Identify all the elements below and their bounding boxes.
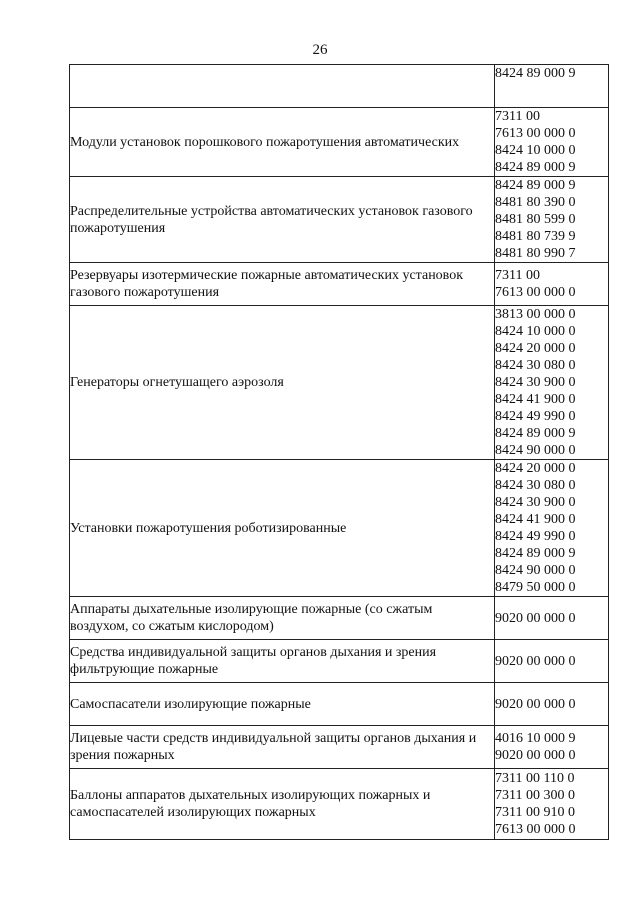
- table-row: [70, 769, 609, 840]
- hs-code: 7613 00 000 0: [495, 285, 576, 300]
- table-row: [70, 597, 609, 640]
- product-name-cell: Самоспасатели изолирующие пожарные: [70, 683, 495, 726]
- hs-code: 8424 89 000 9: [495, 426, 576, 441]
- hs-code: 8424 89 000 9: [495, 160, 576, 175]
- product-name-cell: [70, 65, 495, 108]
- table-body: [70, 65, 609, 840]
- product-name-cell: Модули установок порошкового пожаротушения автоматических: [70, 108, 495, 177]
- table-row: [70, 726, 609, 769]
- hs-code: 8479 50 000 0: [495, 580, 576, 595]
- table-row: [70, 65, 609, 108]
- hs-code: 8424 10 000 0: [495, 143, 576, 158]
- hs-code: 8424 90 000 0: [495, 443, 576, 458]
- hs-codes-cell: [495, 306, 609, 460]
- product-codes-table: [69, 64, 609, 840]
- hs-code: 8424 20 000 0: [495, 461, 576, 476]
- table-row: [70, 306, 609, 460]
- product-name-cell: Резервуары изотермические пожарные автоматических установок газового пожаротушения: [70, 263, 495, 306]
- hs-code: 8481 80 599 0: [495, 212, 576, 227]
- hs-code: 8481 80 390 0: [495, 195, 576, 210]
- hs-code: 8424 20 000 0: [495, 341, 576, 356]
- hs-code: 8481 80 990 7: [495, 246, 576, 261]
- hs-code: 8424 90 000 0: [495, 563, 576, 578]
- hs-code: 8424 30 080 0: [495, 478, 576, 493]
- hs-codes-cell: [495, 640, 609, 683]
- hs-code: 8424 89 000 9: [495, 178, 576, 193]
- hs-codes-cell: [495, 769, 609, 840]
- page-number: 26: [312, 42, 328, 58]
- hs-codes-cell: [495, 597, 609, 640]
- hs-code: 8424 30 900 0: [495, 375, 576, 390]
- product-name-cell: Распределительные устройства автоматических установок газового пожаротушения: [70, 177, 495, 263]
- hs-code: 8424 89 000 9: [495, 546, 576, 561]
- table-row: [70, 460, 609, 597]
- table-row: [70, 263, 609, 306]
- hs-code: 7311 00: [495, 109, 540, 124]
- product-name-cell: Генераторы огнетушащего аэрозоля: [70, 306, 495, 460]
- hs-code: 8424 30 080 0: [495, 358, 576, 373]
- table-row: [70, 108, 609, 177]
- hs-code: 7311 00 910 0: [495, 805, 575, 820]
- hs-code: 7311 00: [495, 268, 540, 283]
- hs-code: 8424 41 900 0: [495, 512, 576, 527]
- hs-codes-cell: [495, 263, 609, 306]
- product-name-cell: Установки пожаротушения роботизированные: [70, 460, 495, 597]
- hs-code: 8424 10 000 0: [495, 324, 576, 339]
- hs-code: 8424 30 900 0: [495, 495, 576, 510]
- hs-code: 3813 00 000 0: [495, 307, 576, 322]
- table-row: [70, 640, 609, 683]
- table-row: [70, 177, 609, 263]
- hs-codes-cell: [495, 177, 609, 263]
- hs-code: 8481 80 739 9: [495, 229, 576, 244]
- product-name-cell: Аппараты дыхательные изолирующие пожарные (со сжатым воздухом, со сжатым кислородом): [70, 597, 495, 640]
- hs-codes-cell: [495, 726, 609, 769]
- hs-code: 8424 49 990 0: [495, 529, 576, 544]
- hs-codes-cell: [495, 108, 609, 177]
- hs-code: 7311 00 110 0: [495, 771, 575, 786]
- hs-code: 8424 41 900 0: [495, 392, 576, 407]
- hs-code: 8424 49 990 0: [495, 409, 576, 424]
- hs-codes-cell: [495, 683, 609, 726]
- hs-code: 7311 00 300 0: [495, 788, 575, 803]
- product-name-cell: Лицевые части средств индивидуальной защиты органов дыхания и зрения пожарных: [70, 726, 495, 769]
- hs-code: 9020 00 000 0: [495, 610, 576, 626]
- hs-codes-cell: [495, 65, 609, 108]
- hs-code: 7613 00 000 0: [495, 126, 576, 141]
- hs-code: 7613 00 000 0: [495, 822, 576, 837]
- hs-code: 9020 00 000 0: [495, 696, 576, 712]
- hs-codes-cell: [495, 460, 609, 597]
- hs-code: 9020 00 000 0: [495, 748, 576, 763]
- hs-code: 8424 89 000 9: [495, 66, 576, 81]
- table-row: [70, 683, 609, 726]
- product-name-cell: Баллоны аппаратов дыхательных изолирующих пожарных и самоспасателей изолирующих пожарных: [70, 769, 495, 840]
- hs-code: 4016 10 000 9: [495, 731, 576, 746]
- hs-code: 9020 00 000 0: [495, 653, 576, 669]
- product-name-cell: Средства индивидуальной защиты органов дыхания и зрения фильтрующие пожарные: [70, 640, 495, 683]
